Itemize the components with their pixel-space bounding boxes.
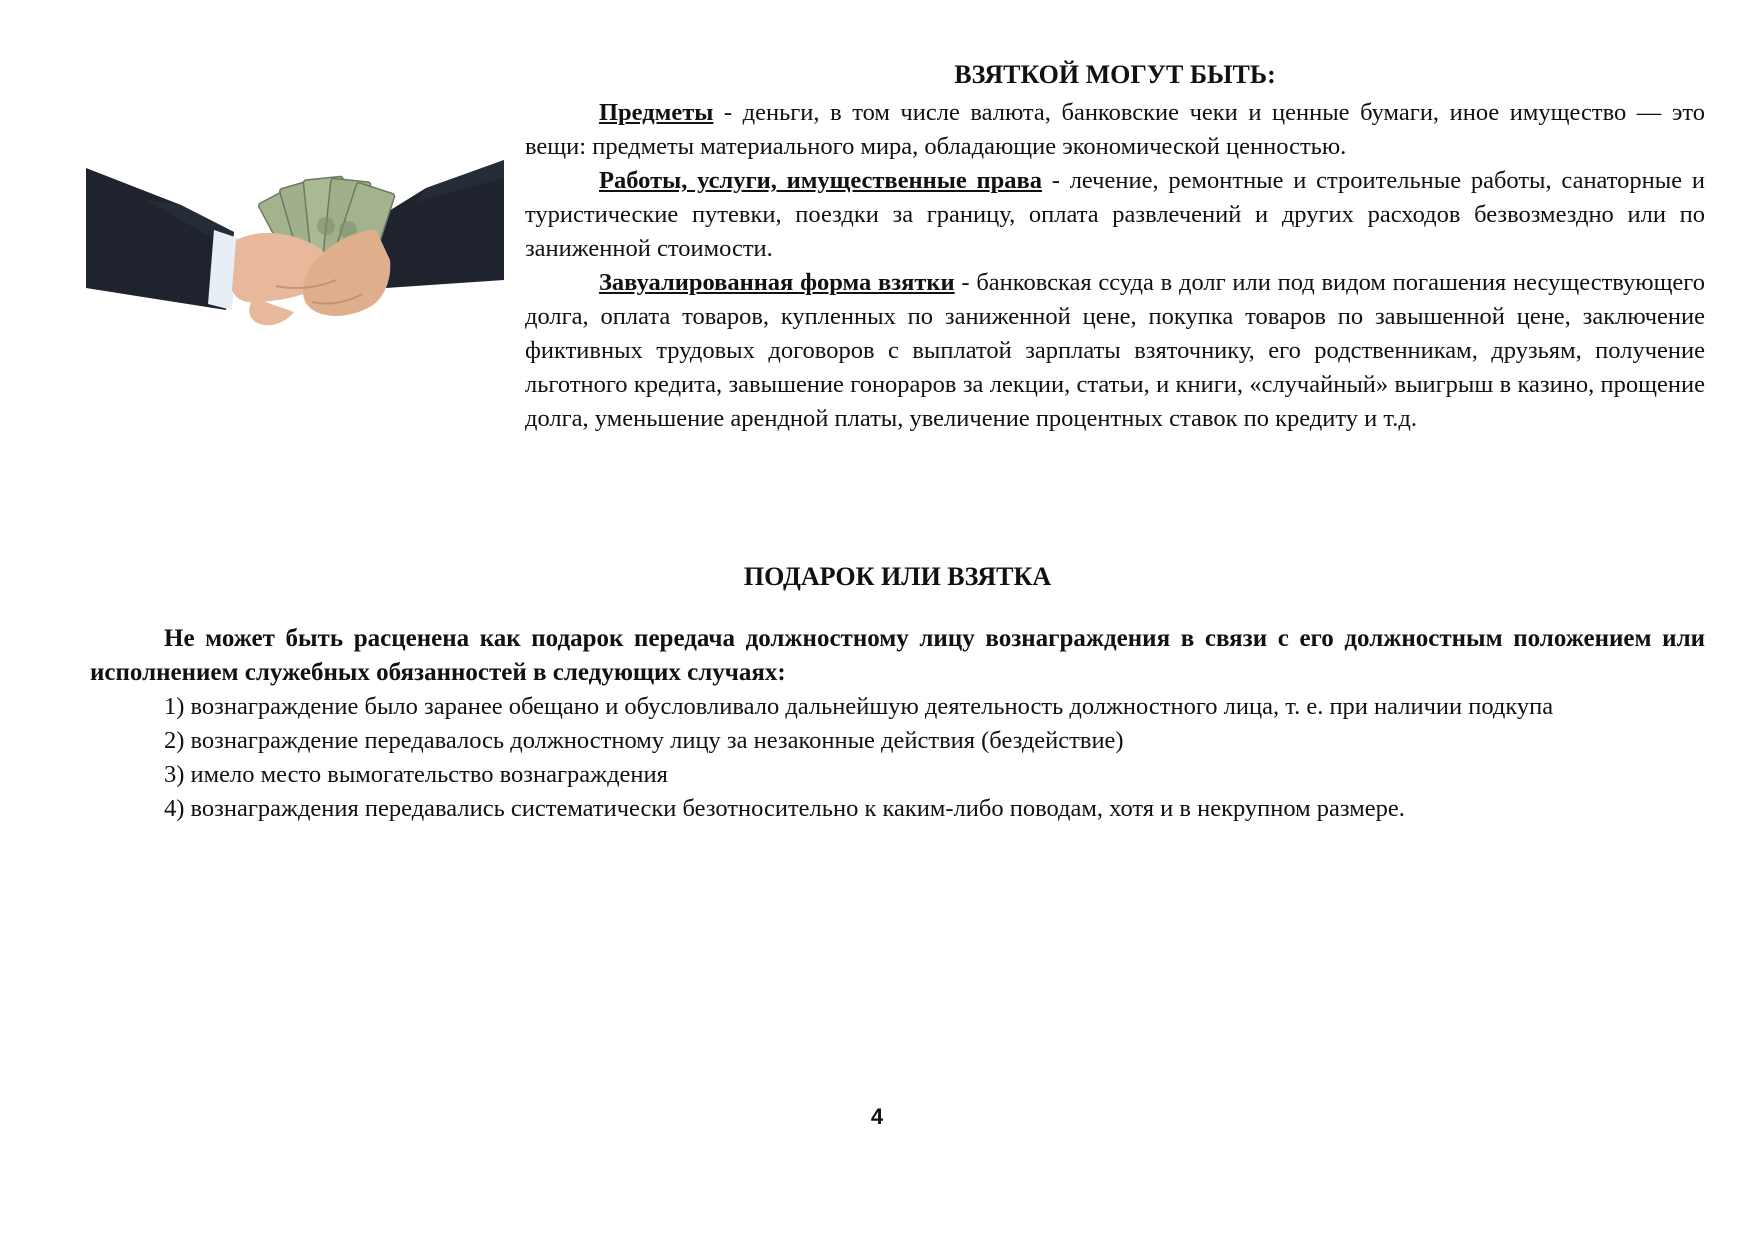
definition-services: - лечение, ремонтные и строительные работы, санаторные и туристические путевки, поездки за границу, оплата развлечений и других расходов безвозмездно или по заниженной стоимости. — [525, 167, 1705, 262]
case-item-4: 4) вознаграждения передавались систематически безотносительно к каким-либо поводам, хотя и в некрупном размере. — [164, 795, 1405, 822]
paragraph-items — [525, 96, 1705, 164]
term-services: Работы, услуги, имущественные права — [599, 167, 1043, 194]
paragraph-services — [525, 164, 1705, 266]
handshake-money-icon — [86, 160, 504, 360]
gift-or-bribe-heading: ПОДАРОК ИЛИ ВЗЯТКА — [743, 562, 1052, 591]
case-item-2: 2) вознаграждение передавалось должностному лицу за незаконные действия (бездействие) — [164, 727, 1124, 754]
term-veiled: Завуалированная форма взятки — [599, 269, 955, 296]
case-item-3: 3) имело место вымогательство вознаграждения — [164, 761, 668, 788]
case-item-1: 1) вознаграждение было заранее обещано и обусловливало дальнейшую деятельность должностного лица, т. е. при наличии подкупа — [164, 693, 1554, 720]
gift-or-bribe-section — [90, 560, 1705, 826]
definition-items: - деньги, в том числе валюта, банковские чеки и ценные бумаги, иное имущество — это вещи: предметы материального мира, обладающие экономической ценностью. — [525, 99, 1705, 160]
page-number: 4 — [870, 1104, 884, 1129]
definition-veiled: - банковская ссуда в долг или под видом погашения несуществующего долга, оплата товаров, купленных по заниженной цене, покупка товаров по завышенной цене, заключение фиктивных трудовых договоров с выплатой зарплаты взяточнику, его родственникам, друзьям, получение льготного кредита, завышение гонораров за лекции, статьи, и книги, «случайный» выигрыш в казино, прощение долга, уменьшение арендной платы, увеличение процентных ставок по кредиту и т.д. — [525, 269, 1705, 432]
term-items: Предметы — [599, 99, 714, 126]
paragraph-veiled — [525, 266, 1705, 436]
gift-lead-paragraph: Не может быть расценена как подарок передача должностному лицу вознаграждения в связи с его должностным положением или исполнением служебных обязанностей в следующих случаях: — [90, 625, 1705, 686]
bribe-forms-heading: ВЗЯТКОЙ МОГУТ БЫТЬ: — [954, 60, 1276, 89]
bribe-forms-section — [525, 58, 1705, 436]
